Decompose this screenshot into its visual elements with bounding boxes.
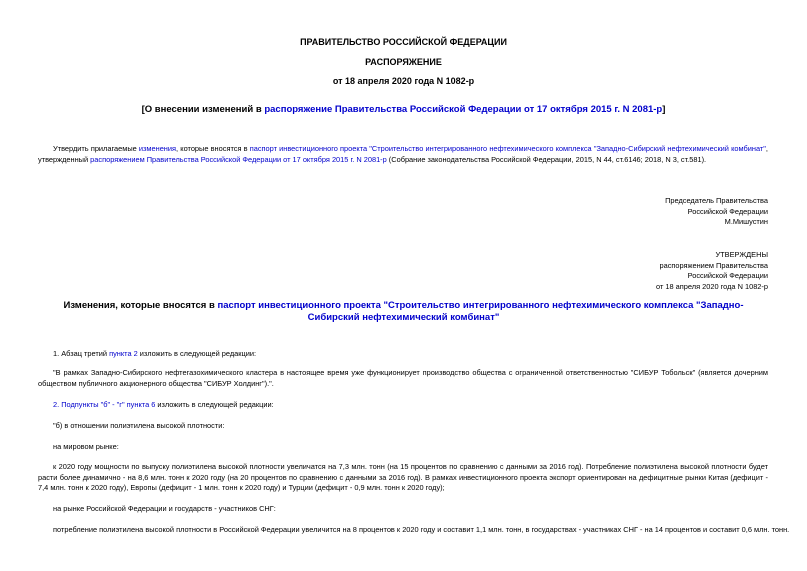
intro-link-order[interactable]: распоряжением Правительства Российской Федерации от 17 октября 2015 г. N 2081-р: [90, 154, 387, 164]
intro-link-changes[interactable]: изменения: [138, 144, 177, 153]
item-1-link[interactable]: пункта 2: [109, 349, 138, 358]
intro-link-passport[interactable]: паспорт инвестиционного проекта "Строительство интегрированного нефтехимического комплекса "Западно-Сибирский нефтехимический комбинат": [249, 144, 766, 153]
intro-text-2: , которые вносятся в: [176, 144, 250, 153]
ru-market-text: потребление полиэтилена высокой плотности в Российской Федерации увеличится на 8 процентов к 2020 году и составит 1,1 млн. тонн, в государствах - участниках СНГ - на 14 процентов и составит 0,6 млн. тонн.: [53, 525, 790, 534]
intro-text-4: (Собрание законодательства Российской Федерации, 2015, N 44, ст.6146; 2018, N 3, ст.581).: [386, 154, 707, 164]
signature-block: [665, 196, 768, 228]
item-1-prefix: 1. Абзац третий: [53, 349, 110, 358]
changes-title: [50, 300, 757, 324]
title-prefix: [О внесении изменений в: [141, 104, 265, 115]
item-2: [53, 400, 274, 411]
sub-b: "б) в отношении полиэтилена высокой плотности:: [53, 421, 225, 430]
item-2-link[interactable]: 2. Подпункты "б" - "г" пункта 6: [53, 400, 156, 409]
item-1: [53, 349, 256, 360]
changes-title-prefix: Изменения, которые вносятся в: [63, 300, 218, 311]
signature-line-1: Председатель Правительства: [665, 196, 768, 205]
intro-text-1: Утвердить прилагаемые: [53, 144, 139, 153]
approved-line-4: от 18 апреля 2020 года N 1082-р: [656, 281, 768, 291]
world-market-heading: на мировом рынке:: [53, 442, 119, 451]
title-suffix: ]: [662, 104, 666, 115]
changes-title-link[interactable]: паспорт инвестиционного проекта "Строительство интегрированного нефтехимического комплекса "Западно-Сибирский нефтехимический комбинат": [217, 300, 744, 323]
intro-paragraph: [38, 144, 768, 165]
world-market-text: к 2020 году мощности по выпуску полиэтилена высокой плотности увеличатся на 7,3 млн. тонн (на 15 процентов по сравнению с данными за 2016 год). Потребление полиэтилена высокой плотности будет расти более динамично - на 8,6 млн. тонн к 2020 году (на 20 процентов по сравнению с данными за 2016 год). В рамках инвестиционного проекта экспорт ориентирован на дефицитные рынки Китая (дефицит - 7,4 млн. тонн к 2020 году), Европы (дефицит - 1 млн. тонн к 2020 году) и Турции (дефицит - 0,9 млн. тонн к 2020 году);: [38, 462, 768, 492]
quote-1: "В рамках Западно-Сибирского нефтегазохимического кластера в настоящее время уже функционирует производство общества с ограниченной ответственностью "СИБУР Тобольск" (является дочерним обществом публичного акционерного общества "СИБУР Холдинг").".: [38, 368, 768, 388]
approved-line-2: распоряжением Правительства: [659, 260, 768, 270]
intro-text-3: , утвержденный: [38, 144, 768, 164]
ru-market-heading: на рынке Российской Федерации и государств - участников СНГ:: [53, 504, 276, 513]
title-link[interactable]: распоряжение Правительства Российской Федерации от 17 октября 2015 г. N 2081-р: [264, 104, 663, 115]
signature-line-2: Российской Федерации: [687, 206, 768, 216]
signature-line-3: М.Мишустин: [724, 217, 768, 226]
item-2-suffix: изложить в следующей редакции:: [155, 400, 274, 409]
approved-line-1: УТВЕРЖДЕНЫ: [715, 250, 768, 259]
header-doc-type: РАСПОРЯЖЕНИЕ: [365, 57, 442, 67]
document-title: [0, 104, 807, 115]
approved-block: [656, 250, 768, 292]
header-date: от 18 апреля 2020 года N 1082-р: [332, 76, 475, 86]
header-org: ПРАВИТЕЛЬСТВО РОССИЙСКОЙ ФЕДЕРАЦИИ: [300, 37, 507, 47]
item-1-suffix: изложить в следующей редакции:: [137, 349, 257, 358]
approved-line-3: Российской Федерации: [687, 271, 768, 280]
